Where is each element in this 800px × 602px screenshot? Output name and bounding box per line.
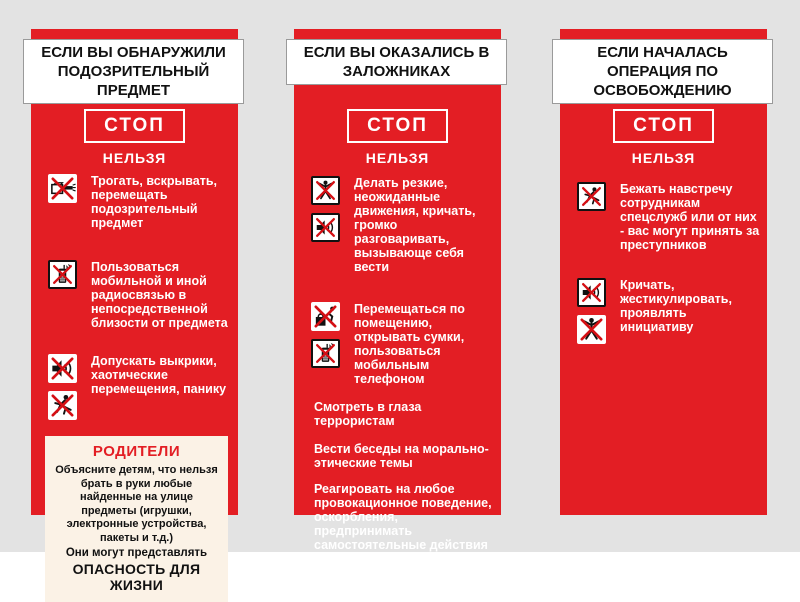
rule-text: Реагировать на любое провокационное поведение, оскорбления, предпринимать самостоятельные действия по освобождению — [314, 482, 492, 566]
rule-text: Бежать навстречу сотрудникам спецслужб или от них - вас могут принять за преступников — [620, 182, 760, 252]
parents-note-title: РОДИТЕЛИ — [92, 443, 181, 460]
rule-text: Трогать, вскрывать, перемещать подозрительный предмет — [91, 174, 217, 230]
no-sudden-moves-icon — [311, 176, 340, 205]
rule-item — [560, 182, 767, 252]
forbidden-label: НЕЛЬЗЯ — [102, 150, 167, 166]
no-running-icon — [577, 182, 606, 211]
no-shouting-icon — [311, 213, 340, 242]
rule-text: Перемещаться по помещению, открывать сумки, пользоваться мобильным телефоном — [354, 302, 465, 386]
forbidden-label: НЕЛЬЗЯ — [365, 150, 430, 166]
no-mobile-phone-icon — [48, 260, 77, 289]
rule-text: Пользоваться мобильной и иной радиосвязью в непосредственной близости от предмета — [91, 260, 228, 330]
no-shouting-icon — [577, 278, 606, 307]
rule-item — [31, 260, 238, 330]
rule-item — [31, 354, 238, 420]
no-mobile-phone-icon — [311, 339, 340, 368]
panel-suspicious-object — [31, 29, 238, 593]
rule-item — [294, 302, 501, 386]
panel-rescue-operation — [560, 29, 767, 515]
panel-title: ЕСЛИ ВЫ ОБНАРУЖИЛИ ПОДОЗРИТЕЛЬНЫЙ ПРЕДМЕТ — [23, 39, 244, 104]
no-touch-object-icon — [48, 174, 77, 203]
stop-sign: СТОП — [347, 109, 448, 143]
parents-note-line: Они могут представлять — [65, 547, 208, 559]
stop-sign: СТОП — [84, 109, 185, 143]
no-bags-icon — [311, 302, 340, 331]
no-sudden-moves-icon — [577, 315, 606, 344]
parents-note-warning: ОПАСНОСТЬ ДЛЯ ЖИЗНИ — [72, 560, 201, 593]
rule-item — [294, 442, 501, 470]
panel-title: ЕСЛИ ВЫ ОКАЗАЛИСЬ В ЗАЛОЖНИКАХ — [286, 39, 507, 85]
rule-item — [31, 174, 238, 230]
rule-text: Допускать выкрики, хаотические перемещения, панику — [91, 354, 227, 396]
rule-item — [294, 176, 501, 274]
rule-text: Делать резкие, неожиданные движения, кричать, громко разговаривать, вызывающе себя вести — [354, 176, 476, 274]
no-shouting-icon — [48, 354, 77, 383]
rule-text: Вести беседы на морально-этические темы — [314, 442, 489, 470]
rule-item — [294, 482, 501, 566]
rule-item — [294, 400, 501, 428]
panel-hostage — [294, 29, 501, 566]
parents-note — [45, 436, 228, 602]
forbidden-label: НЕЛЬЗЯ — [631, 150, 696, 166]
panel-title: ЕСЛИ НАЧАЛАСЬ ОПЕРАЦИЯ ПО ОСВОБОЖДЕНИЮ — [552, 39, 773, 104]
stop-sign: СТОП — [613, 109, 714, 143]
no-running-icon — [48, 391, 77, 420]
rule-text: Смотреть в глаза террористам — [314, 400, 422, 428]
rule-text: Кричать, жестикулировать, проявлять инициативу — [620, 278, 732, 334]
parents-note-body: Объясните детям, что нельзя брать в руки любые найденные на улице предметы (игрушки, электронные устройства, пакеты и т.д.) — [55, 464, 218, 544]
rule-item — [560, 278, 767, 344]
